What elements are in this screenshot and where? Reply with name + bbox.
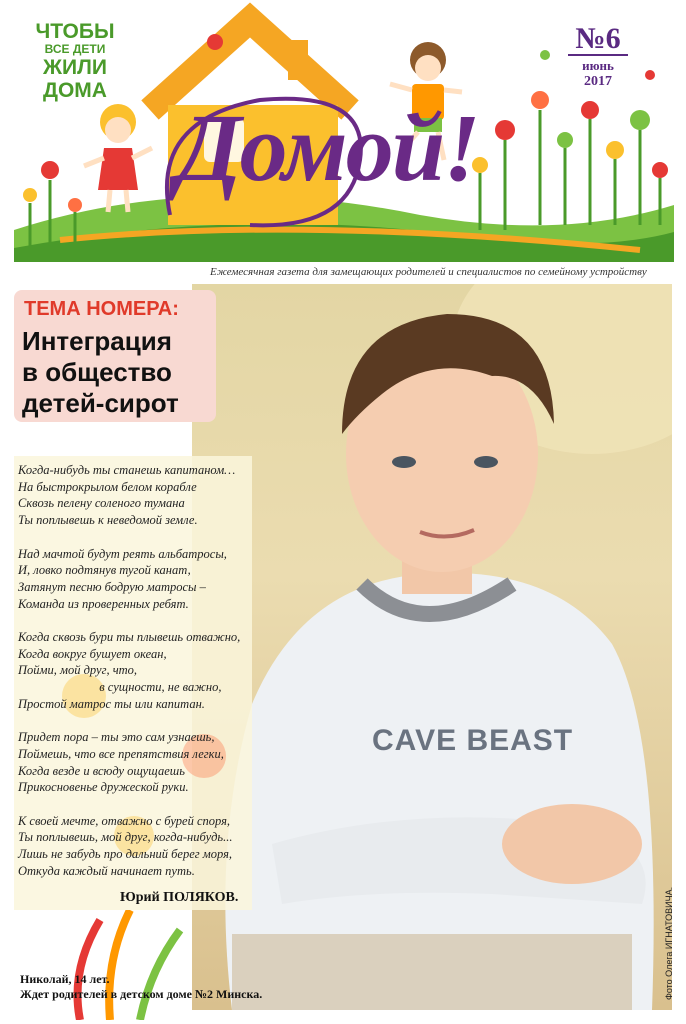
slogan-line: ЖИЛИ: [43, 56, 107, 80]
boy-photo-illustration: [192, 284, 672, 1010]
poem-author: Юрий ПОЛЯКОВ.: [120, 890, 239, 905]
poem-text: Когда-нибудь ты станешь капитаном… На быстрокрылом белом корабле Сквозь пелену соленого тумана Ты поплывешь к неведомой земле. Над мачтой будут реять альбатросы, И, ловко подтянув тугой канат, Затянут песню бодрую матросы – Команда из проверенных ребят. Когда сквозь бури ты плывешь отважно, Когда вокруг бушует океан, Пойми, мой друг, что, в сущности, не важно, Простой матрос ты или капитан. Придет пора – ты это сам узнаешь, Поймешь, что все препятствия легки, Когда везде и всюду ощущаешь Прикосновенье дружеской руки. К своей мечте, отважно с бурей споря, Ты поплывешь, мой друг, когда-нибудь... Лишь не забудь про дальний берег моря, Откуда каждый начинает путь.: [18, 463, 241, 878]
caption-line: Николай, 14 лет.: [20, 972, 110, 986]
issue-year: 2017: [584, 74, 612, 89]
theme-title-line: детей-сирот: [22, 388, 179, 418]
cover-photo: [192, 284, 672, 1010]
theme-label: ТЕМА НОМЕРА:: [24, 298, 179, 320]
theme-title-line: в общество: [22, 357, 172, 387]
theme-title: [22, 326, 208, 419]
caption-line: Ждет родителей в детском доме №2 Минска.: [20, 987, 263, 1001]
issue-info: [568, 24, 628, 90]
slogan-line: ДОМА: [43, 79, 107, 103]
issue-month: июнь: [582, 58, 614, 73]
photo-credit: Фото Олега ИГНАТОВИЧА.: [664, 886, 674, 1000]
slogan: [30, 20, 120, 102]
slogan-line: ЧТОБЫ: [35, 20, 115, 43]
theme-title-line: Интеграция: [22, 326, 172, 356]
stem-decoration: [60, 910, 200, 1020]
shirt-print: CAVE BEAST: [372, 724, 574, 757]
house-chimney: [288, 40, 308, 80]
issue-number: №6: [568, 24, 628, 56]
newspaper-subtitle: Ежемесячная газета для замещающих родителей и специалистов по семейному устройству: [210, 266, 647, 278]
photo-caption: [20, 972, 350, 1002]
girl-illustration: [84, 104, 152, 212]
slogan-line: ВСЕ ДЕТИ: [44, 42, 106, 57]
newspaper-title: Домой!: [176, 94, 479, 201]
